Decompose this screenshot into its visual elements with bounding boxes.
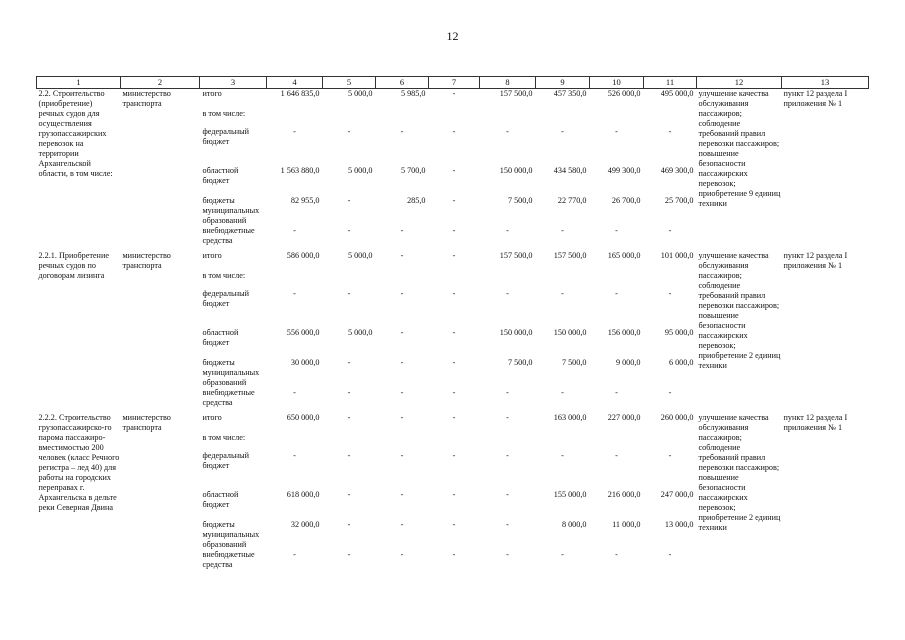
header-cell: 7 [429,77,480,89]
value-cell: - [452,127,456,136]
funding-source-label: областной бюджет [202,328,239,347]
value-cell: 13 000,0 [664,520,694,529]
value-cell: - [452,196,456,205]
section-reference: пункт 12 раздела I приложения № 1 [783,89,848,108]
value-cell: 7 500,0 [507,358,533,367]
value-cell: - [293,127,296,136]
funding-source-label: итого [202,413,222,422]
section-result: улучшение качества обслуживания пассажиров; соблюдение требований правил перевозки пассажиров; повышение безопасности пассажирских перевозок; приобретение 2 единиц техники [698,413,781,532]
value-cell: - [506,451,509,460]
value-cell: - [615,289,618,298]
header-cell: 13 [782,77,869,89]
value-cell: - [452,520,456,529]
value-cell: 9 000,0 [615,358,641,367]
table-row [37,413,869,433]
value-cell [429,109,480,127]
value-cell [590,109,644,127]
value-cell: - [668,451,672,460]
value-cell: 82 955,0 [290,196,320,205]
value-cell: 526 000,0 [607,89,641,98]
value-cell [267,271,323,289]
value-cell: 469 300,0 [660,166,694,175]
value-cell [644,109,697,127]
header-cell: 6 [376,77,429,89]
funding-source-label: федеральный бюджет [202,451,250,470]
value-cell: 150 000,0 [499,166,533,175]
funding-source-label: федеральный бюджет [202,127,250,146]
table-body [37,77,869,576]
value-cell: 1 646 835,0 [280,89,320,98]
section-executor: министерство транспорта [122,413,171,432]
value-cell: - [668,388,672,397]
value-cell: - [400,251,404,260]
value-cell [480,109,536,127]
value-cell: - [400,358,404,367]
value-cell [267,433,323,451]
value-cell [429,433,480,451]
value-cell: - [400,226,404,235]
value-cell: 216 000,0 [607,490,641,499]
value-cell: - [506,388,509,397]
value-cell: - [561,289,564,298]
value-cell: - [347,127,351,136]
value-cell: - [668,127,672,136]
section-reference: пункт 12 раздела I приложения № 1 [783,251,848,270]
value-cell: - [347,289,351,298]
section-title: 2.2. Строительство (приобретение) речных судов для осуществления грузопассажирских перевозок на территории Архангельской области, в том числе: [38,89,113,178]
value-cell: - [400,550,404,559]
value-cell: - [400,127,404,136]
value-cell: 157 500,0 [499,251,533,260]
value-cell: - [400,328,404,337]
value-cell: 457 350,0 [553,89,587,98]
funding-source-label: в том числе: [202,433,246,442]
value-cell: 285,0 [407,196,426,205]
value-cell: - [561,451,564,460]
value-cell [267,109,323,127]
value-cell: - [293,289,296,298]
value-cell: 150 000,0 [553,328,587,337]
value-cell: - [506,520,509,529]
header-cell: 4 [267,77,323,89]
section-reference: пункт 12 раздела I приложения № 1 [783,413,848,432]
value-cell: - [506,127,509,136]
value-cell: 499 300,0 [607,166,641,175]
value-cell: - [452,226,456,235]
header-cell: 2 [121,77,200,89]
value-cell: - [347,358,351,367]
value-cell: - [615,388,618,397]
value-cell: - [561,127,564,136]
value-cell [536,271,590,289]
value-cell: - [347,196,351,205]
header-cell: 3 [200,77,267,89]
value-cell: - [347,388,351,397]
funding-source-label: внебюджетные средства [202,388,255,407]
value-cell: 26 700,0 [611,196,641,205]
value-cell: - [452,550,456,559]
value-cell [536,109,590,127]
value-cell [644,433,697,451]
value-cell: - [452,388,456,397]
value-cell [376,109,429,127]
value-cell: - [452,413,456,422]
value-cell: - [400,520,404,529]
funding-source-label: итого [202,251,222,260]
funding-source-label: бюджеты муниципальных образований [202,520,260,549]
value-cell [323,109,376,127]
value-cell: - [400,388,404,397]
value-cell: - [452,166,456,175]
table-row [37,251,869,271]
value-cell: - [452,289,456,298]
value-cell: 11 000,0 [612,520,641,529]
value-cell: 32 000,0 [290,520,320,529]
funding-source-label: внебюджетные средства [202,550,255,569]
value-cell: 6 000,0 [668,358,694,367]
value-cell: 495 000,0 [660,89,694,98]
value-cell: 7 500,0 [507,196,533,205]
value-cell [376,271,429,289]
section-result: улучшение качества обслуживания пассажиров; соблюдение требований правил перевозки пассажиров; повышение безопасности пассажирских перевозок; приобретение 9 единиц техники [698,89,781,208]
value-cell: 650 000,0 [286,413,320,422]
value-cell: - [347,226,351,235]
value-cell: - [615,550,618,559]
funding-source-label: итого [202,89,222,98]
value-cell: - [506,413,509,422]
funding-source-label: бюджеты муниципальных образований [202,358,260,387]
funding-source-label: областной бюджет [202,490,239,509]
value-cell: - [561,550,564,559]
value-cell: 165 000,0 [607,251,641,260]
value-cell: - [400,451,404,460]
value-cell: 30 000,0 [290,358,320,367]
value-cell: 5 000,0 [347,166,373,175]
value-cell: 8 000,0 [561,520,587,529]
value-cell: 25 700,0 [664,196,694,205]
header-cell: 11 [644,77,697,89]
value-cell: - [561,388,564,397]
value-cell: 434 580,0 [553,166,587,175]
value-cell: - [668,289,672,298]
value-cell: - [615,451,618,460]
value-cell [590,271,644,289]
value-cell: - [561,226,564,235]
value-cell [644,271,697,289]
funding-source-label: федеральный бюджет [202,289,250,308]
value-cell [376,433,429,451]
funding-source-label: в том числе: [202,271,246,280]
section-executor: министерство транспорта [122,251,171,270]
value-cell: 556 000,0 [286,328,320,337]
value-cell [323,271,376,289]
funding-source-label: областной бюджет [202,166,239,185]
value-cell: - [347,520,351,529]
value-cell: - [347,490,351,499]
value-cell: - [452,251,456,260]
value-cell [429,271,480,289]
value-cell: - [452,490,456,499]
value-cell: 5 700,0 [400,166,426,175]
value-cell: - [347,550,351,559]
value-cell: 5 000,0 [347,328,373,337]
value-cell: - [452,451,456,460]
value-cell: 157 500,0 [499,89,533,98]
value-cell: - [506,550,509,559]
header-row [37,77,869,89]
header-cell: 1 [37,77,121,89]
section-result: улучшение качества обслуживания пассажиров; соблюдение требований правил перевозки пассажиров; повышение безопасности пассажирских перевозок; приобретение 2 единиц техники [698,251,781,370]
value-cell: - [452,358,456,367]
header-cell: 12 [697,77,782,89]
value-cell [590,433,644,451]
funding-source-label: бюджеты муниципальных образований [202,196,260,225]
value-cell: - [347,413,351,422]
value-cell: - [293,451,296,460]
value-cell: 618 000,0 [286,490,320,499]
page-number: 12 [446,29,459,43]
value-cell: - [506,226,509,235]
value-cell: 7 500,0 [561,358,587,367]
value-cell: 95 000,0 [664,328,694,337]
value-cell: - [668,550,672,559]
value-cell: - [615,226,618,235]
value-cell: - [400,289,404,298]
value-cell: 101 000,0 [660,251,694,260]
value-cell: - [615,127,618,136]
value-cell: 5 985,0 [400,89,426,98]
value-cell: - [452,328,456,337]
value-cell: 156 000,0 [607,328,641,337]
value-cell [480,271,536,289]
header-cell: 5 [323,77,376,89]
value-cell [480,433,536,451]
value-cell: - [452,89,456,98]
value-cell: - [293,550,296,559]
value-cell: - [506,490,509,499]
value-cell: 227 000,0 [607,413,641,422]
value-cell: 260 000,0 [660,413,694,422]
value-cell: 586 000,0 [286,251,320,260]
value-cell: - [347,451,351,460]
value-cell: - [668,226,672,235]
funding-source-label: в том числе: [202,109,246,118]
section-executor: министерство транспорта [122,89,171,108]
value-cell: - [400,490,404,499]
value-cell: 5 000,0 [347,251,373,260]
value-cell: 1 563 880,0 [280,166,320,175]
value-cell: 5 000,0 [347,89,373,98]
value-cell [323,433,376,451]
value-cell: 22 770,0 [557,196,587,205]
section-title: 2.2.2. Строительство грузопассажирско-го парома пассажиро-вместимостью 200 человек (класс Речного регистра – лед 40) для работы на городских переправах г. Архангельска в дельте реки Северная Двина [38,413,120,512]
value-cell: 150 000,0 [499,328,533,337]
header-cell: 9 [536,77,590,89]
value-cell: - [293,226,296,235]
value-cell: - [400,413,404,422]
value-cell: 247 000,0 [660,490,694,499]
value-cell [536,433,590,451]
section-title: 2.2.1. Приобретение речных судов по договорам лизинга [38,251,109,280]
value-cell: - [293,388,296,397]
header-cell: 10 [590,77,644,89]
value-cell: 155 000,0 [553,490,587,499]
value-cell: 157 500,0 [553,251,587,260]
table-row [37,89,869,110]
value-cell: - [506,289,509,298]
program-table [36,76,869,575]
value-cell: 163 000,0 [553,413,587,422]
funding-source-label: внебюджетные средства [202,226,255,245]
header-cell: 8 [480,77,536,89]
